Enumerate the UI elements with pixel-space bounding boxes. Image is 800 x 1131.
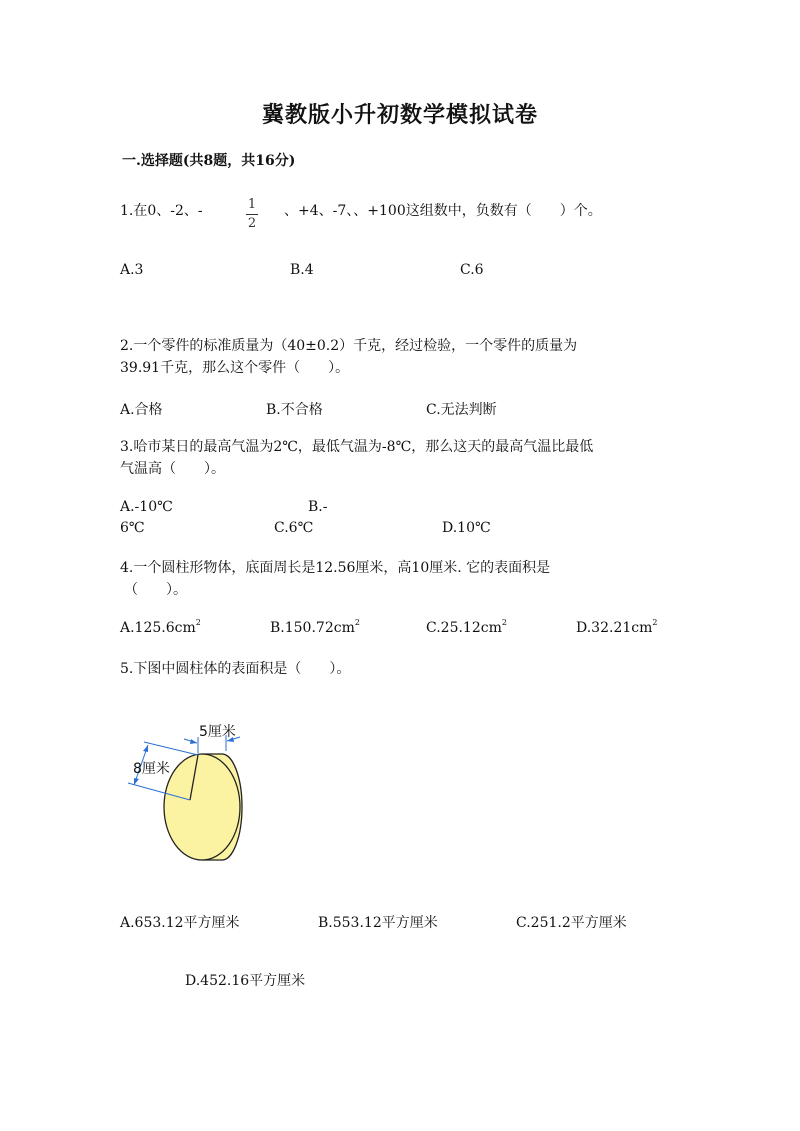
option-text: B.150.72cm [270, 620, 355, 636]
option-text: A.125.6cm [120, 620, 196, 636]
question-5-stem: 5.下图中圆柱体的表面积是（ ）。 [120, 661, 351, 677]
question-2-line-1: 2.一个零件的标准质量为（40±0.2）千克，经过检验，一个零件的质量为 [120, 338, 578, 354]
unit-superscript: 2 [195, 618, 201, 627]
cylinder-front-face [164, 754, 240, 860]
figure-label-thickness: 5厘米 [199, 724, 236, 740]
radius-extension-top [144, 742, 198, 755]
q1-option-a[interactable]: A.3 [120, 262, 144, 278]
thickness-arrowhead-left [190, 739, 197, 744]
option-text: C.25.12cm [426, 620, 502, 636]
question-3-line-2: 气温高（ ）。 [120, 461, 225, 477]
q5-option-d[interactable]: D.452.16平方厘米 [185, 973, 306, 989]
fraction-one-half [243, 197, 261, 232]
q5-option-b[interactable]: B.553.12平方厘米 [318, 915, 438, 931]
q3-option-c[interactable]: C.6℃ [274, 520, 314, 536]
unit-superscript: 2 [501, 618, 507, 627]
section-heading: 一.选择题(共8题，共16分) [122, 153, 296, 169]
question-2-line-2: 39.91千克，那么这个零件（ ）。 [120, 360, 350, 376]
unit-superscript: 2 [354, 618, 360, 627]
q4-option-d[interactable] [576, 620, 657, 636]
q4-option-a[interactable] [120, 620, 201, 636]
question-3-line-1: 3.哈市某日的最高气温为2℃，最低气温为-8℃，那么这天的最高气温比最低 [120, 439, 594, 455]
fraction-bar [246, 214, 258, 215]
q4-option-b[interactable] [270, 620, 360, 636]
figure-label-radius: 8厘米 [133, 761, 170, 777]
q4-option-c[interactable] [426, 620, 507, 636]
unit-superscript: 2 [652, 618, 658, 627]
question-1-stem-a: 1.在0、-2、- [120, 203, 203, 219]
q2-option-a[interactable]: A.合格 [120, 402, 163, 418]
q1-option-b[interactable]: B.4 [290, 262, 314, 278]
q3-option-d[interactable]: D.10℃ [442, 520, 491, 536]
option-text: D.32.21cm [576, 620, 653, 636]
fraction-denominator: 2 [247, 216, 257, 231]
question-4-line-1: 4.一个圆柱形物体，底面周长是12.56厘米，高10厘米. 它的表面积是 [120, 560, 551, 576]
q3-option-b-part2[interactable]: 6℃ [120, 520, 145, 536]
q5-option-c[interactable]: C.251.2平方厘米 [516, 915, 627, 931]
question-1-stem-b: 、+4、-7、、+100这组数中，负数有（ ）个。 [284, 203, 602, 219]
question-4-line-2: （ ）。 [124, 582, 187, 598]
q2-option-b[interactable]: B.不合格 [266, 402, 323, 418]
q5-option-a[interactable]: A.653.12平方厘米 [120, 915, 240, 931]
radius-arrowhead-top [143, 745, 148, 752]
q3-option-b-part1[interactable]: B.- [308, 499, 328, 515]
page-title: 冀教版小升初数学模拟试卷 [261, 102, 538, 128]
q2-option-c[interactable]: C.无法判断 [426, 402, 497, 418]
q1-option-c[interactable]: C.6 [460, 262, 484, 278]
cylinder-figure [118, 715, 258, 865]
q3-option-a[interactable]: A.-10℃ [120, 499, 173, 515]
fraction-numerator: 1 [247, 197, 257, 212]
radius-arrowhead-bottom [134, 778, 139, 785]
